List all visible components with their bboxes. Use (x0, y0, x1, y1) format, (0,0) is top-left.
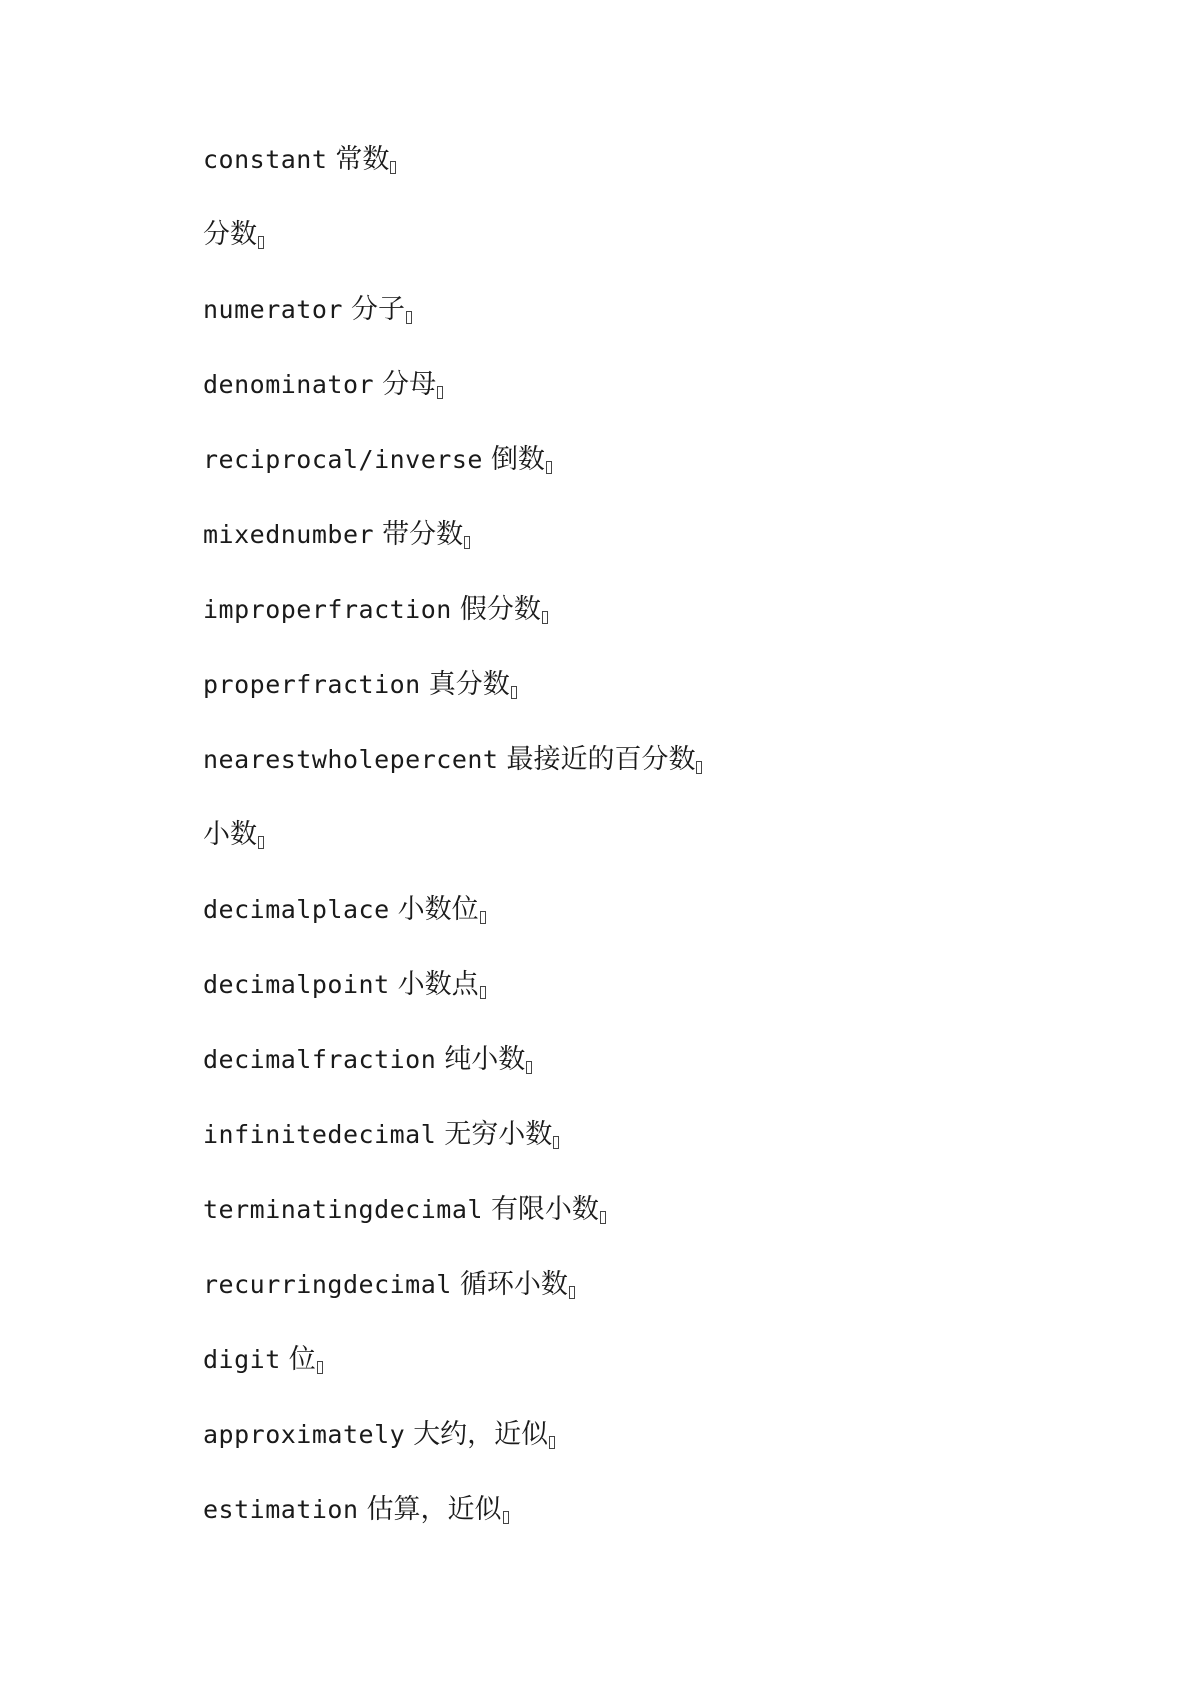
chinese-gloss: 位 (288, 1344, 316, 1375)
english-term: reciprocal/inverse (203, 445, 483, 474)
chinese-gloss: 带分数 (382, 519, 464, 550)
chinese-gloss: 有限小数 (490, 1194, 599, 1225)
line-end-mark-icon (546, 461, 552, 474)
chinese-gloss: 纯小数 (444, 1044, 526, 1075)
line-end-mark-icon (569, 1286, 575, 1299)
english-term: numerator (203, 295, 343, 324)
vocabulary-list (203, 140, 702, 1565)
line-end-mark-icon (480, 986, 486, 999)
chinese-gloss: 假分数 (459, 594, 541, 625)
line-end-mark-icon (511, 686, 517, 699)
line-end-mark-icon (542, 611, 548, 624)
vocab-entry (203, 290, 702, 365)
english-term: decimalfraction (203, 1045, 437, 1074)
english-term: decimalpoint (203, 970, 390, 999)
line-end-mark-icon (258, 236, 264, 249)
chinese-gloss: 估算，近似 (366, 1494, 502, 1525)
line-end-mark-icon (437, 386, 443, 399)
chinese-gloss: 小数位 (397, 894, 479, 925)
vocab-entry (203, 515, 702, 590)
vocab-entry (203, 1190, 702, 1265)
line-end-mark-icon (480, 911, 486, 924)
vocab-entry (203, 890, 702, 965)
line-end-mark-icon (464, 536, 470, 549)
english-term: infinitedecimal (203, 1120, 437, 1149)
chinese-gloss: 循环小数 (459, 1269, 568, 1300)
line-end-mark-icon (258, 836, 264, 849)
line-end-mark-icon (503, 1511, 509, 1524)
chinese-gloss: 无穷小数 (444, 1119, 553, 1150)
chinese-gloss: 大约，近似 (413, 1419, 549, 1450)
english-term: estimation (203, 1495, 359, 1524)
english-term: recurringdecimal (203, 1270, 452, 1299)
section-heading (203, 215, 702, 290)
line-end-mark-icon (553, 1136, 559, 1149)
line-end-mark-icon (406, 311, 412, 324)
line-end-mark-icon (549, 1436, 555, 1449)
english-term: properfraction (203, 670, 421, 699)
chinese-gloss: 分母 (382, 369, 437, 400)
english-term: constant (203, 145, 328, 174)
chinese-gloss: 分数 (203, 219, 257, 250)
line-end-mark-icon (696, 761, 702, 774)
section-heading (203, 815, 702, 890)
chinese-gloss: 倒数 (490, 444, 545, 475)
chinese-gloss: 小数 (203, 819, 257, 850)
chinese-gloss: 真分数 (428, 669, 510, 700)
chinese-gloss: 小数点 (397, 969, 479, 1000)
vocab-entry (203, 440, 702, 515)
chinese-gloss: 分子 (350, 294, 405, 325)
vocab-entry (203, 1265, 702, 1340)
vocab-entry (203, 365, 702, 440)
english-term: mixednumber (203, 520, 375, 549)
english-term: terminatingdecimal (203, 1195, 483, 1224)
line-end-mark-icon (600, 1211, 606, 1224)
vocab-entry (203, 1340, 702, 1415)
vocab-entry (203, 1115, 702, 1190)
english-term: decimalplace (203, 895, 390, 924)
vocab-entry (203, 1490, 702, 1565)
vocab-entry (203, 740, 702, 815)
vocab-entry (203, 140, 702, 215)
english-term: denominator (203, 370, 375, 399)
chinese-gloss: 最接近的百分数 (506, 744, 696, 775)
vocab-entry (203, 665, 702, 740)
line-end-mark-icon (526, 1061, 532, 1074)
line-end-mark-icon (317, 1361, 323, 1374)
vocab-entry (203, 1040, 702, 1115)
vocab-entry (203, 590, 702, 665)
chinese-gloss: 常数 (335, 144, 390, 175)
line-end-mark-icon (390, 161, 396, 174)
english-term: digit (203, 1345, 281, 1374)
english-term: approximately (203, 1420, 406, 1449)
vocab-entry (203, 1415, 702, 1490)
english-term: improperfraction (203, 595, 452, 624)
vocab-entry (203, 965, 702, 1040)
english-term: nearestwholepercent (203, 745, 499, 774)
